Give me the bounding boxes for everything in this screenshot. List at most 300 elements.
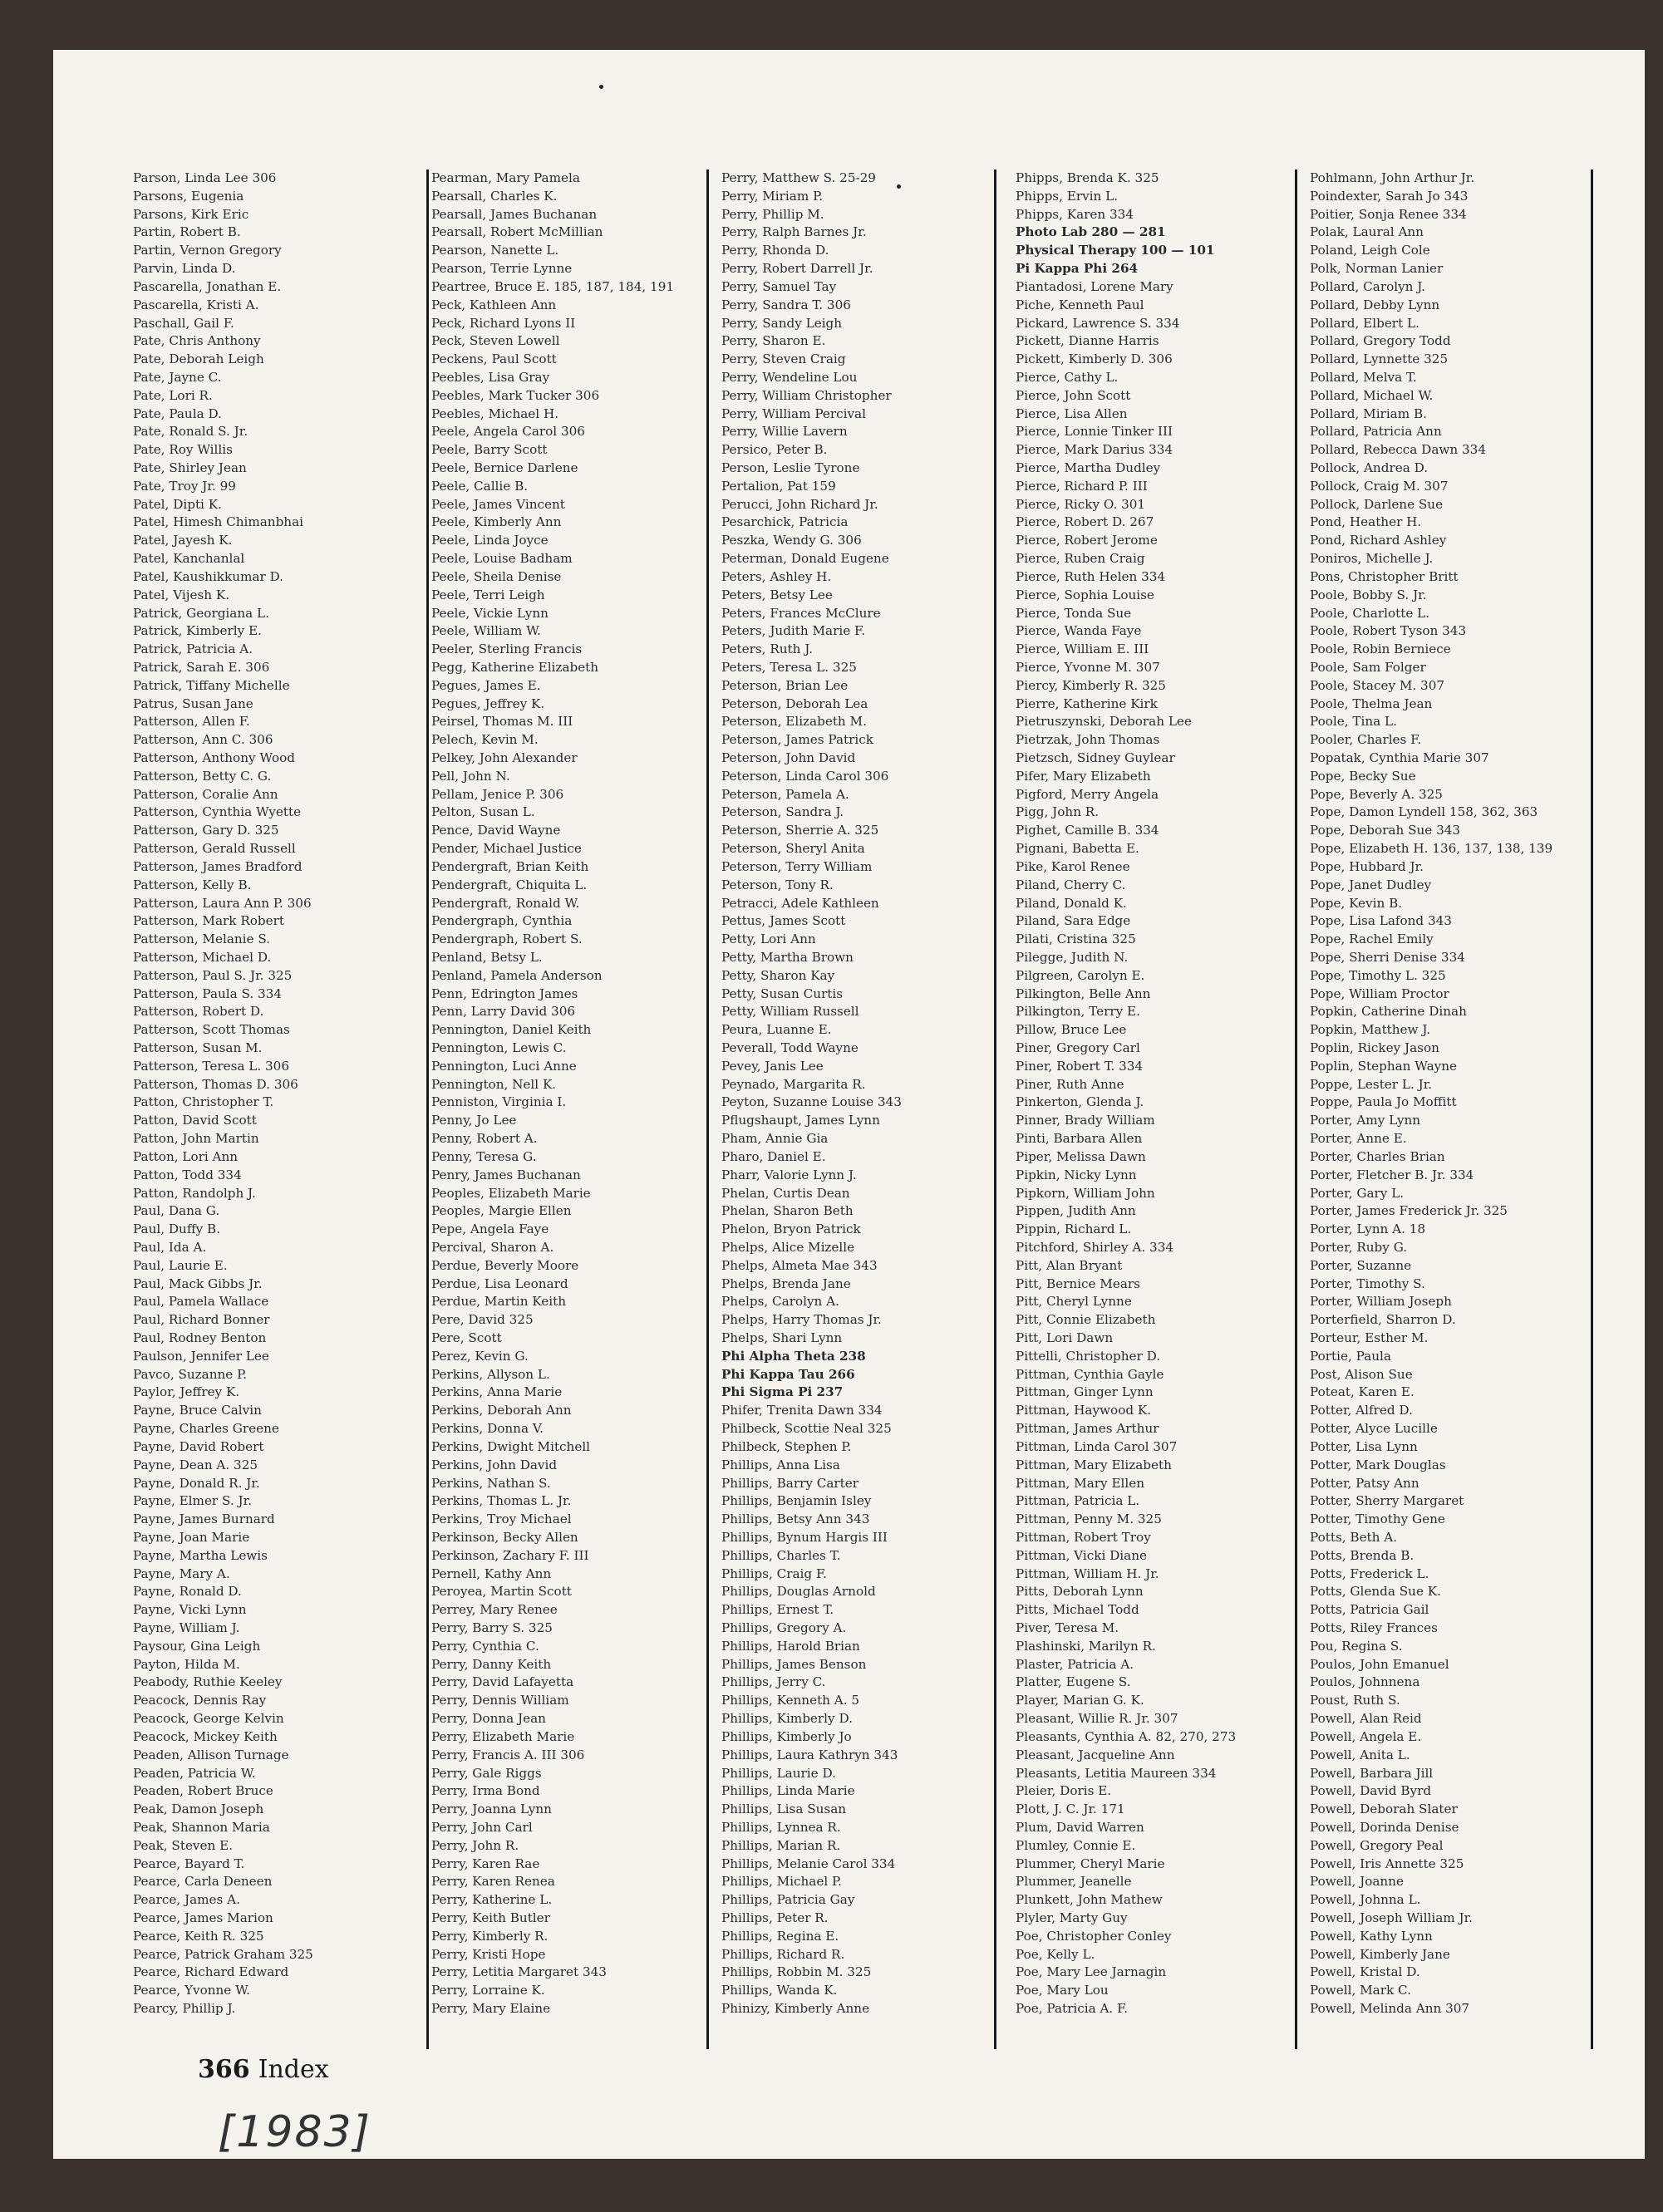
index-entry: Peeler, Sterling Francis [431,641,583,657]
index-entry: Pierce, Ricky O. 301 [1016,496,1146,512]
index-entry: Pierce, Lisa Allen [1016,406,1128,421]
index-entry: Pons, Christopher Britt [1310,568,1459,584]
index-entry: Penland, Pamela Anderson [431,967,603,983]
index-entry: Powell, Gregory Peal [1310,1837,1444,1853]
index-entry: Pillow, Bruce Lee [1016,1022,1127,1038]
index-entry: Pollard, Lynnette 325 [1310,351,1449,367]
index-entry: Poust, Ruth S. [1310,1693,1400,1708]
index-entry: Piper, Melissa Dawn [1016,1148,1146,1164]
index-entry: Perry, Matthew S. 25-29 [721,170,876,185]
index-entry: Pierce, Sophia Louise [1016,587,1154,602]
index-entry: Pollock, Darlene Sue [1310,496,1444,512]
index-entry: Pflugshaupt, James Lynn [721,1113,880,1128]
index-entry: Pearcy, Phillip J. [133,2001,236,2017]
index-entry: Poppe, Lester L. Jr. [1310,1076,1433,1092]
index-entry: Perkins, Deborah Ann [431,1403,572,1418]
index-entry: Pierce, Richard P. III [1016,478,1148,494]
index-entry: Perry, Joanna Lynn [431,1802,552,1817]
index-entry: Petty, Lori Ann [721,931,816,947]
index-entry: Peele, Angela Carol 306 [431,424,585,440]
index-entry: Peaden, Allison Turnage [133,1747,289,1762]
index-entry: Patterson, Gary D. 325 [133,823,279,838]
index-entry: Pittman, James Arthur [1016,1421,1159,1437]
index-entry: Peterson, Deborah Lea [721,696,868,711]
index-entry: Pollard, Elbert L. [1310,315,1419,331]
index-entry: Pascarella, Jonathan E. [133,278,282,294]
index-entry: Phillips, Linda Marie [721,1783,855,1799]
index-entry: Phelps, Carolyn A. [721,1294,839,1310]
index-entry: Pitt, Bernice Mears [1016,1276,1140,1291]
footer-section: Index [258,2055,329,2084]
index-entry: Pelton, Susan L. [431,804,535,820]
index-entry: Payne, Martha Lewis [133,1547,268,1563]
index-entry: Pate, Shirley Jean [133,460,247,475]
index-entry: Perkins, Anna Marie [431,1384,563,1400]
index-entry: Pond, Richard Ashley [1310,533,1447,548]
index-entry: Pittman, Vicki Diane [1016,1547,1147,1563]
index-entry: Peak, Steven E. [133,1837,234,1853]
index-entry: Pope, Damon Lyndell 158, 362, 363 [1310,804,1538,820]
index-entry: Pertalion, Pat 159 [721,478,836,494]
index-entry: Perry, Wendeline Lou [721,369,858,385]
index-entry: Poe, Mary Lee Jarnagin [1016,1964,1167,1980]
index-entry: Piland, Donald K. [1016,895,1127,911]
index-entry: Patel, Kanchanlal [133,551,245,567]
index-entry: Pearson, Terrie Lynne [431,261,573,277]
index-entry: Perry, Karen Renea [431,1874,555,1890]
index-entry: Patel, Dipti K. [133,496,222,512]
index-entry: Parsons, Eugenia [133,188,244,204]
index-entry: Patton, David Scott [133,1113,257,1128]
index-entry: Pate, Chris Anthony [133,333,261,349]
index-entry: Peterson, Terry William [721,858,873,874]
index-entry: Perry, Kristi Hope [431,1946,546,1962]
index-entry: Penny, Jo Lee [431,1113,517,1128]
index-entry: Phillips, Peter R. [721,1910,829,1925]
index-entry: Powell, Deborah Slater [1310,1802,1458,1817]
index-entry: Porter, Gary L. [1310,1185,1405,1201]
index-entry: Peroyea, Martin Scott [431,1584,572,1600]
index-entry: Petty, Martha Brown [721,949,854,965]
index-entry: Pippin, Richard L. [1016,1222,1132,1237]
index-entry: Pierce, William E. III [1016,641,1149,657]
index-entry: Piland, Sara Edge [1016,913,1131,929]
index-entry: Phinizy, Kimberly Anne [721,2001,870,2017]
index-entry: Peynado, Margarita R. [721,1076,866,1092]
index-entry: Perry, Ralph Barnes Jr. [721,224,867,240]
index-entry: Pitt, Lori Dawn [1016,1330,1114,1345]
index-entry: Phillips, Lynnea R. [721,1819,841,1835]
index-entry: Patterson, Ann C. 306 [133,732,273,748]
page-number: 366 [198,2055,250,2084]
index-entry: Phillips, Robbin M. 325 [721,1964,872,1980]
index-entry: Porter, Lynn A. 18 [1310,1222,1426,1237]
index-entry: Pate, Roy Willis [133,442,233,458]
index-entry: Poole, Charlotte L. [1310,605,1430,621]
index-entry: Patel, Himesh Chimanbhai [133,514,304,530]
index-entry: Plashinski, Marilyn R. [1016,1638,1156,1654]
index-entry: Paul, Ida A. [133,1239,207,1255]
index-entry: Pollard, Patricia Ann [1310,424,1442,440]
index-entry: Pearson, Nanette L. [431,243,559,258]
index-entry: Pence, David Wayne [431,823,561,838]
index-entry: Pollard, Gregory Todd [1310,333,1451,349]
index-entry: Plummer, Jeanelle [1016,1874,1132,1890]
index-entry: Phillips, Anna Lisa [721,1457,840,1472]
index-entry: Phelps, Almeta Mae 343 [721,1257,878,1273]
index-entry: Pollard, Debby Lynn [1310,297,1440,312]
index-entry: Peele, Vickie Lynn [431,605,549,621]
index-entry: Pollard, Carolyn J. [1310,278,1426,294]
index-entry: Patterson, Melanie S. [133,931,271,947]
index-entry: Patterson, Kelly B. [133,877,252,892]
index-entry: Penry, James Buchanan [431,1167,581,1182]
index-entry: Perdue, Lisa Leonard [431,1276,568,1291]
speck [599,85,603,89]
index-entry: Pierce, Robert Jerome [1016,533,1158,548]
index-entry: Pilkington, Terry E. [1016,1004,1140,1020]
index-entry: Perry, Danny Keith [431,1656,552,1672]
index-entry: Plyler, Marty Guy [1016,1910,1128,1925]
index-entry: Perry, Karen Rae [431,1856,540,1871]
index-entry: Pleier, Doris E. [1016,1783,1112,1799]
index-entry: Pate, Ronald S. Jr. [133,424,248,440]
index-entry: Perdue, Martin Keith [431,1294,567,1310]
index-entry: Payton, Hilda M. [133,1656,240,1672]
index-entry: Payne, Joan Marie [133,1529,250,1545]
index-entry: Plumley, Connie E. [1016,1837,1136,1853]
index-entry: Pope, Beverly A. 325 [1310,786,1443,802]
index-entry: Phillips, Laura Kathryn 343 [721,1747,898,1762]
index-entry: Pierce, Mark Darius 334 [1016,442,1173,458]
index-entry: Powell, Kristal D. [1310,1964,1420,1980]
index-entry: Peartree, Bruce E. 185, 187, 184, 191 [431,278,675,294]
index-entry: Popkin, Catherine Dinah [1310,1004,1467,1020]
index-entry: Powell, Alan Reid [1310,1711,1422,1727]
index-entry: Pender, Michael Justice [431,841,582,857]
index-entry: Porter, Charles Brian [1310,1148,1445,1164]
index-entry: Phillips, Bynum Hargis III [721,1529,888,1545]
page-footer [198,2055,329,2084]
index-entry: Pippen, Judith Ann [1016,1203,1136,1219]
index-entry: Porter, Suzanne [1310,1257,1412,1273]
index-entry: Poulos, John Emanuel [1310,1656,1449,1672]
index-entry: Patterson, Paul S. Jr. 325 [133,967,293,983]
index-entry: Phelan, Curtis Dean [721,1185,850,1201]
index-entry: Patton, Lori Ann [133,1148,239,1164]
index-entry: Payne, David Robert [133,1438,264,1454]
index-entry: Pegues, James E. [431,677,541,693]
index-entry: Peaden, Patricia W. [133,1765,256,1781]
index-entry: Peele, Louise Badham [431,551,573,567]
index-entry: Peoples, Elizabeth Marie [431,1185,591,1201]
index-entry: Patterson, Cynthia Wyette [133,804,302,820]
index-entry: Peterson, James Patrick [721,732,873,748]
index-entry: Pate, Troy Jr. 99 [133,478,236,494]
index-entry: Peterson, Pamela A. [721,786,849,802]
index-entry: Pennington, Daniel Keith [431,1022,592,1038]
index-page [53,50,1645,2159]
index-entry: Pollard, Rebecca Dawn 334 [1310,442,1487,458]
index-column-3 [721,170,902,2018]
index-entry: Phillips, Laurie D. [721,1765,836,1781]
index-entry: Potts, Riley Frances [1310,1620,1438,1635]
index-entry: Peterson, Brian Lee [721,677,849,693]
index-entry: Pierce, Ruben Craig [1016,551,1145,567]
index-entry: Phelps, Harry Thomas Jr. [721,1312,882,1328]
index-entry: Pitts, Deborah Lynn [1016,1584,1144,1600]
index-entry: Pleasant, Willie R. Jr. 307 [1016,1711,1178,1727]
index-entry: Peterman, Donald Eugene [721,551,889,567]
index-entry: Pohlmann, John Arthur Jr. [1310,170,1475,185]
index-entry: Phelps, Brenda Jane [721,1276,851,1291]
column-divider [1591,170,1593,2049]
index-entry: Poole, Thelma Jean [1310,696,1433,711]
index-entry: Pickard, Lawrence S. 334 [1016,315,1180,331]
index-entry: Pitt, Alan Bryant [1016,1257,1123,1273]
index-entry: Perry, Donna Jean [431,1711,546,1727]
index-entry: Poole, Robin Berniece [1310,641,1451,657]
index-entry: Payne, Charles Greene [133,1421,279,1437]
index-entry: Pearce, Richard Edward [133,1964,289,1980]
index-entry: Patton, Christopher T. [133,1094,274,1110]
index-entry: Potts, Brenda B. [1310,1547,1415,1563]
index-entry: Perry, John R. [431,1837,519,1853]
index-entry: Pierce, Cathy L. [1016,369,1119,385]
index-entry: Pelech, Kevin M. [431,732,539,748]
index-entry: Poole, Robert Tyson 343 [1310,623,1467,639]
index-entry: Perry, Mary Elaine [431,2001,551,2017]
index-entry: Pignani, Babetta E. [1016,841,1139,857]
index-entry: Patel, Vijesh K. [133,587,230,602]
index-entry: Poole, Stacey M. 307 [1310,677,1445,693]
index-entry: Phillips, Gregory A. [721,1620,847,1635]
index-entry: Perkins, Troy Michael [431,1512,572,1527]
index-entry: Pierce, Robert D. 267 [1016,514,1154,530]
index-entry: Payne, Ronald D. [133,1584,242,1600]
index-entry: Plaster, Patricia A. [1016,1656,1134,1672]
index-entry: Patterson, Allen F. [133,714,250,730]
index-entry: Peterson, Sheryl Anita [721,841,865,857]
index-entry: Phifer, Trenita Dawn 334 [721,1403,883,1418]
index-entry: Peters, Ashley H. [721,568,832,584]
column-divider [994,170,996,2049]
index-entry: Poplin, Rickey Jason [1310,1040,1439,1055]
index-entry: Partin, Vernon Gregory [133,243,282,258]
index-entry: Powell, Iris Annette 325 [1310,1856,1464,1871]
index-entry: Pesarchick, Patricia [721,514,849,530]
index-entry: Perkinson, Becky Allen [431,1529,578,1545]
index-entry: Patterson, Betty C. G. [133,768,272,784]
index-entry: Phillips, James Benson [721,1656,867,1672]
index-entry: Perry, Phillip M. [721,206,824,222]
index-entry: Perry, Francis A. III 306 [431,1747,585,1762]
index-entry: Parvin, Linda D. [133,261,236,277]
index-entry: Piner, Gregory Carl [1016,1040,1140,1055]
index-entry: Perry, Miriam P. [721,188,824,204]
index-entry: Philbeck, Scottie Neal 325 [721,1421,892,1437]
index-entry: Peck, Kathleen Ann [431,297,557,312]
index-entry: Poe, Mary Lou [1016,1983,1109,1998]
index-entry: Perry, Gale Riggs [431,1765,542,1781]
index-entry: Parson, Linda Lee 306 [133,170,277,185]
index-entry: Peele, Barry Scott [431,442,548,458]
index-entry: Pearsall, Robert McMillian [431,224,603,240]
index-entry: Peoples, Margie Ellen [431,1203,572,1219]
index-entry: Payne, James Burnard [133,1512,275,1527]
index-entry: Poe, Christopher Conley [1016,1928,1172,1944]
index-entry: Post, Alison Sue [1310,1366,1413,1382]
index-entry: Penniston, Virginia I. [431,1094,567,1110]
index-entry: Peele, Sheila Denise [431,568,562,584]
index-entry: Paul, Duffy B. [133,1222,221,1237]
index-entry: Peters, Teresa L. 325 [721,659,857,675]
index-column-5 [1310,170,1552,2018]
index-entry: Pate, Deborah Leigh [133,351,264,367]
index-entry: Pitt, Connie Elizabeth [1016,1312,1156,1328]
index-entry: Pate, Lori R. [133,387,213,403]
index-entry: Paschall, Gail F. [133,315,234,331]
index-entry: Patterson, Anthony Wood [133,750,295,765]
index-entry: Phillips, Michael P. [721,1874,842,1890]
index-entry: Paulson, Jennifer Lee [133,1348,269,1364]
index-entry: Porter, James Frederick Jr. 325 [1310,1203,1508,1219]
index-entry: Porterfield, Sharron D. [1310,1312,1456,1328]
index-entry: Piantadosi, Lorene Mary [1016,278,1173,294]
index-entry: Peterson, Elizabeth M. [721,714,867,730]
index-entry: Person, Leslie Tyrone [721,460,860,475]
index-entry: Perucci, John Richard Jr. [721,496,878,512]
index-entry: Penland, Betsy L. [431,949,543,965]
index-entry: Paylor, Jeffrey K. [133,1384,240,1400]
index-entry: Peele, Callie B. [431,478,529,494]
index-entry: Pickett, Dianne Harris [1016,333,1159,349]
index-entry: Pennington, Luci Anne [431,1058,577,1074]
index-entry: Pere, Scott [431,1330,502,1345]
index-entry: Perkins, Thomas L. Jr. [431,1493,572,1509]
index-entry: Phillips, Regina E. [721,1928,839,1944]
index-entry: Player, Marian G. K. [1016,1693,1144,1708]
index-entry: Phillips, Lisa Susan [721,1802,847,1817]
index-entry: Pope, Sherri Denise 334 [1310,949,1465,965]
index-entry: Patterson, James Bradford [133,858,303,874]
index-entry: Penn, Larry David 306 [431,1004,576,1020]
index-entry: Patterson, Coralie Ann [133,786,278,802]
index-entry: Pennington, Lewis C. [431,1040,567,1055]
index-entry: Paul, Mack Gibbs Jr. [133,1276,263,1291]
index-entry: Pierce, John Scott [1016,387,1131,403]
index-entry: Patrick, Patricia A. [133,641,253,657]
index-entry: Pettus, James Scott [721,913,846,929]
index-entry: Patrus, Susan Jane [133,696,253,711]
index-entry: Popatak, Cynthia Marie 307 [1310,750,1489,765]
index-entry: Patrick, Georgiana L. [133,605,269,621]
index-entry: Paysour, Gina Leigh [133,1638,261,1654]
index-entry: Perkins, Nathan S. [431,1475,551,1491]
index-entry: Perry, William Percival [721,406,866,421]
index-entry: Pendergraph, Robert S. [431,931,583,947]
index-entry: Peverall, Todd Wayne [721,1040,859,1055]
index-entry: Partin, Robert B. [133,224,241,240]
index-entry: Peura, Luanne E. [721,1022,832,1038]
index-entry: Peters, Judith Marie F. [721,623,866,639]
index-entry: Phillips, Marian R. [721,1837,841,1853]
index-entry: Pietzsch, Sidney Guylear [1016,750,1175,765]
index-entry: Piche, Kenneth Paul [1016,297,1144,312]
index-entry: Powell, Kathy Lynn [1310,1928,1433,1944]
index-entry: Poindexter, Sarah Jo 343 [1310,188,1469,204]
index-entry: Pendergraft, Chiquita L. [431,877,588,892]
index-entry: Pell, John N. [431,768,510,784]
index-entry: Pike, Karol Renee [1016,858,1130,874]
index-entry: Patrick, Tiffany Michelle [133,677,290,693]
index-entry: Pou, Regina S. [1310,1638,1403,1654]
index-entry: Pipkin, Nicky Lynn [1016,1167,1137,1182]
column-divider [1295,170,1297,2049]
index-entry: Pond, Heather H. [1310,514,1422,530]
index-entry: Physical Therapy 100 — 101 [1016,243,1215,258]
index-entry: Phillips, Benjamin Isley [721,1493,872,1509]
index-entry: Pope, Kevin B. [1310,895,1403,911]
index-entry: Phillips, Betsy Ann 343 [721,1512,870,1527]
index-entry: Pascarella, Kristi A. [133,297,259,312]
index-entry: Powell, Kimberly Jane [1310,1946,1450,1962]
index-entry: Peebles, Lisa Gray [431,369,550,385]
index-entry: Pollock, Craig M. 307 [1310,478,1449,494]
index-entry: Peele, Bernice Darlene [431,460,578,475]
index-entry: Plott, J. C. Jr. 171 [1016,1802,1125,1817]
index-entry: Phi Sigma Pi 237 [721,1384,844,1400]
index-entry: Phelps, Shari Lynn [721,1330,843,1345]
index-entry: Powell, David Byrd [1310,1783,1432,1799]
index-entry: Perkins, John David [431,1457,558,1472]
index-entry: Phillips, Jerry C. [721,1674,826,1690]
index-entry: Pearsall, Charles K. [431,188,558,204]
index-entry: Phelon, Bryon Patrick [721,1222,861,1237]
index-entry: Pate, Paula D. [133,406,222,421]
index-entry: Pope, Hubbard Jr. [1310,858,1424,874]
index-entry: Perry, Dennis William [431,1693,569,1708]
index-entry: Pope, Rachel Emily [1310,931,1434,947]
index-entry: Peele, Kimberly Ann [431,514,562,530]
index-entry: Perry, John Carl [431,1819,533,1835]
index-entry: Pearce, Patrick Graham 325 [133,1946,313,1962]
index-entry: Patterson, Thomas D. 306 [133,1076,298,1092]
index-entry: Pope, Becky Sue [1310,768,1416,784]
index-entry: Perry, David Lafayetta [431,1674,574,1690]
index-entry: Powell, Mark C. [1310,1983,1411,1998]
index-entry: Potts, Beth A. [1310,1529,1398,1545]
index-column-2 [431,170,674,2018]
index-entry: Pittman, Patricia L. [1016,1493,1140,1509]
index-entry: Phillips, Kenneth A. 5 [721,1693,860,1708]
index-entry: Porter, Anne E. [1310,1131,1407,1147]
index-entry: Porter, Fletcher B. Jr. 334 [1310,1167,1474,1182]
index-entry: Perry, William Christopher [721,387,892,403]
index-entry: Pleasants, Letitia Maureen 334 [1016,1765,1217,1781]
index-entry: Pittman, Mary Ellen [1016,1475,1145,1491]
index-entry: Phillips, Kimberly Jo [721,1728,852,1744]
index-entry: Pittman, Haywood K. [1016,1403,1152,1418]
index-entry: Peckens, Paul Scott [431,351,557,367]
index-entry: Potter, Mark Douglas [1310,1457,1446,1472]
index-entry: Pavco, Suzanne P. [133,1366,248,1382]
index-entry: Poppe, Paula Jo Moffitt [1310,1094,1457,1110]
index-entry: Pittman, Ginger Lynn [1016,1384,1154,1400]
index-entry: Peters, Ruth J. [721,641,813,657]
index-entry: Peck, Steven Lowell [431,333,560,349]
index-entry: Pollard, Melva T. [1310,369,1417,385]
